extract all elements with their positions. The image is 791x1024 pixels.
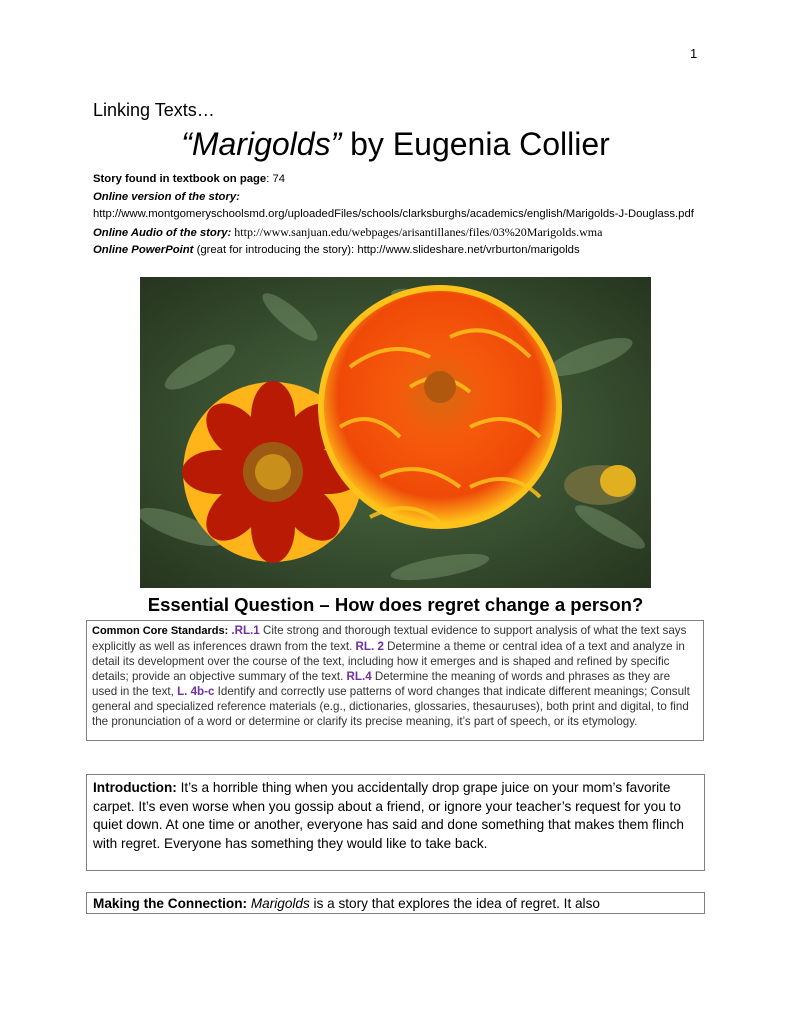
connection-label: Making the Connection: xyxy=(93,896,248,911)
standard-text-l4bc: Identify and correctly use patterns of word changes that indicate different meanings; Consult general and specialized reference materials (e.g., dictionaries, glossaries, thesauruses), both print and digital, to find the pronunciation of a word or determine or clarify its precise meaning, it’s part of speech, or its etymology. xyxy=(92,685,690,728)
online-version-label: Online version of the story: xyxy=(93,190,240,203)
standard-text-rl4: Determine the meaning of words and phrases as they are used in the text, xyxy=(92,670,671,698)
standards-label: Common Core Standards: xyxy=(92,625,232,637)
title-author: by Eugenia Collier xyxy=(341,126,610,162)
textbook-line xyxy=(93,171,713,189)
audio-line xyxy=(93,224,713,243)
introduction-label: Introduction: xyxy=(93,780,177,795)
textbook-page: : 74 xyxy=(266,173,286,185)
title-story-name: “Marigolds” xyxy=(181,126,342,162)
connection-story-title: Marigolds xyxy=(247,896,310,911)
making-connection-box xyxy=(86,892,705,914)
standard-code-l4bc: L. 4b-c xyxy=(177,685,215,698)
audio-label: Online Audio of the story: xyxy=(93,226,232,239)
document-title xyxy=(0,126,791,163)
standard-code-rl4: RL.4 xyxy=(346,670,372,683)
textbook-label: Story found in textbook on page xyxy=(93,173,267,185)
page-number: 1 xyxy=(690,46,698,61)
introduction-box xyxy=(86,774,705,871)
standard-code-rl2: RL. 2 xyxy=(355,640,384,653)
marigold-photo xyxy=(140,277,651,588)
standard-code-rl1: .RL.1 xyxy=(231,624,260,637)
connection-text: is a story that explores the idea of regret. It also xyxy=(309,896,600,911)
standard-text-rl2: Determine a theme or central idea of a text and analyze in detail its development over the course of the text, including how it emerges and is shaped and refined by specific details; provide an objective summary of the text. xyxy=(92,640,685,683)
standard-text-rl1: Cite strong and thorough textual evidence to support analysis of what the text says explicitly as well as inferences drawn from the text. xyxy=(92,624,687,653)
common-core-standards-box xyxy=(86,620,704,741)
powerpoint-line xyxy=(93,242,713,260)
story-resources xyxy=(93,171,713,260)
online-version-link[interactable]: http://www.montgomeryschoolsmd.org/uploadedFiles/schools/clarksburghs/academics/english/Marigolds-J-Douglass.pdf xyxy=(93,208,694,221)
section-kicker: Linking Texts… xyxy=(93,100,215,120)
powerpoint-link[interactable]: (great for introducing the story): http://www.slideshare.net/vrburton/marigolds xyxy=(193,244,580,257)
marigold-bud xyxy=(564,465,636,505)
powerpoint-label: Online PowerPoint xyxy=(93,244,194,257)
introduction-text: It’s a horrible thing when you accidentally drop grape juice on your mom’s favorite carpet. It’s even worse when you gossip about a friend, or ignore your teacher’s request for you to quiet down. At one time or another, everyone has said and done something that makes them flinch with regret. Everyone has something they would like to take back. xyxy=(93,780,684,851)
large-marigold xyxy=(318,285,562,529)
essential-question: Essential Question – How does regret change a person? xyxy=(147,594,644,615)
audio-link[interactable]: http://www.sanjuan.edu/webpages/arisantillanes/files/03%20Marigolds.wma xyxy=(231,224,603,239)
